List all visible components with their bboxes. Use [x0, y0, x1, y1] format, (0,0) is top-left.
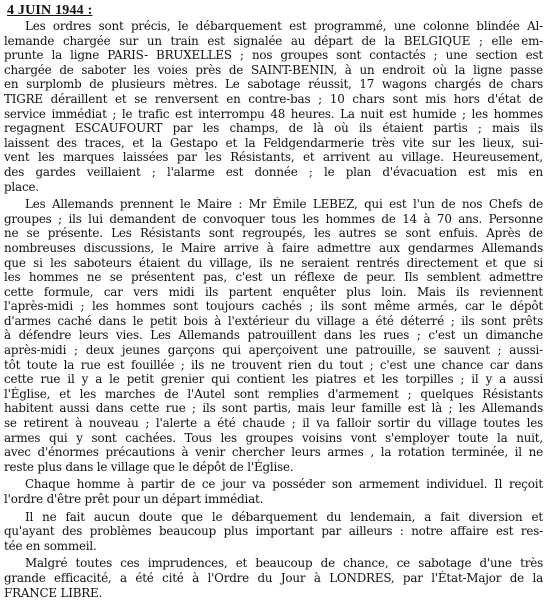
paragraph-maire	[4, 197, 543, 474]
text-line: qu'ayant des problèmes beaucoup plus important par ailleurs : notre affaire est res-	[4, 524, 543, 539]
text-line: grande efficacité, a été cité à l'Ordre du Jour à LONDRES, par l'État-Major de la	[4, 570, 543, 585]
text-line: nombreuses discussions, le Maire arrive à faire admettre aux gendarmes Allemands	[4, 240, 543, 255]
text-line: Les ordres sont précis, le débarquement est programmé, une colonne blindée Al-	[25, 19, 543, 33]
text-line: laissent des traces, et la Gestapo et la Feldgendarmerie très vite sur les lieux, sui-	[4, 135, 543, 150]
text-line: Les Allemands prennent le Maire : Mr Émile LEBEZ, qui est l'un de nos Chefs de	[25, 197, 543, 212]
paragraph-debarquement	[4, 510, 543, 554]
date-heading: 4 JUIN 1944 :	[7, 3, 93, 18]
text-line: Il ne fait aucun doute que le débarquement du lendemain, a fait diversion et	[25, 509, 543, 524]
text-line: avec d'énormes précautions à venir chercher leurs armes , la rotation terminée, il ne	[4, 445, 543, 460]
text-line: l'Église, et les marches de l'Autel sont remplies d'armement ; quelques Résistants	[4, 386, 543, 401]
text-line: ne se présente. Les Résistants sont regroupés, les autres se sont enfuis. Après de	[4, 226, 543, 241]
text-line: des gardes veillaient ; l'alarme est donnée ; le plan d'évacuation est mis en	[4, 164, 543, 179]
text-line: tôt toute la rue est fouillée ; ils ne trouvent rien du tout ; c'est une chance car dans	[4, 357, 543, 372]
paragraph-citation	[4, 556, 543, 600]
text-line: d'armes caché dans le petit bois à l'extérieur du village a été déterré ; ils sont prêts	[4, 313, 543, 328]
text-line: chargée de saboter les voies près de SAINT-BENIN, à un endroit où la ligne passe	[4, 62, 543, 77]
text-line: après-midi ; deux jeunes garçons qui aperçoivent une patrouille, se sauvent ; aussi-	[4, 343, 543, 358]
text-line: les hommes ne se présentent pas, c'est un réflexe de peur. Ils semblent admettre	[4, 270, 543, 285]
text-line: prunte la ligne PARIS- BRUXELLES ; nos groupes sont contactés ; une section est	[4, 48, 543, 63]
text-line: groupes ; ils lui demandent de convoquer tous les hommes de 14 à 70 ans. Personne	[4, 211, 543, 226]
text-line: armes qui y sont cachées. Tous les groupes voisins vont s'employer toute la nuit,	[4, 430, 543, 445]
text-line: vent les marques laissées par les Résistants, et arrivent au village. Heureusement,	[4, 150, 543, 165]
text-line: l'après-midi ; les hommes sont toujours cachés ; ils sont même armés, car le dépôt	[4, 299, 543, 314]
text-line: service immédiat ; le trafic est interrompu 48 heures. La nuit est humide ; les hommes	[4, 106, 543, 121]
paragraph-armement	[4, 477, 543, 506]
text-line: se retirent à nouveau ; l'alerte a été chaude ; il va falloir sortir du village toutes les	[4, 416, 543, 431]
text-line: habitent aussi dans cette rue ; ils sont partis, mais leur famille est là ; les Allemands	[4, 401, 543, 416]
text-line: que si les saboteurs étaient du village, ils ne seraient rentrés directement et que si	[4, 255, 543, 270]
text-line: cette formule, car vers midi ils partent enquêter plus loin. Mais ils reviennent	[4, 284, 543, 299]
paragraph-sabotage	[4, 19, 543, 194]
text-line: lemande chargée sur un train est signalée au départ de la BELGIQUE ; elle em-	[4, 33, 543, 48]
text-line: cette rue il y a le petit grenier qui contient les piatres et les torpilles ; il y a aussi	[4, 372, 543, 387]
text-line: en surplomb de plusieurs mètres. Le sabotage réussit, 17 wagons chargés de chars	[4, 77, 543, 92]
text-line: regagnent ESCAUFOURT par les champs, de là où ils étaient partis ; mais ils	[4, 121, 543, 136]
text-line: TIGRE déraillent et se renversent en contre-bas ; 10 chars sont mis hors d'état de	[4, 91, 543, 106]
text-line: place.	[4, 179, 39, 194]
text-line: tée en sommeil.	[4, 538, 97, 553]
text-line: l'ordre d'être prêt pour un départ immédiat.	[4, 492, 264, 506]
text-line: Malgré toutes ces imprudences, et beaucoup de chance, ce sabotage d'une très	[25, 556, 543, 571]
text-line: FRANCE LIBRE.	[4, 585, 103, 600]
text-line: à défendre leurs vies. Les Allemands patrouillent dans les rues ; c'est un dimanche	[4, 328, 543, 343]
text-line: reste plus dans le village que le dépôt de l'Église.	[4, 459, 294, 474]
text-line: Chaque homme à partir de ce jour va posséder son armement individuel. Il reçoit	[25, 477, 543, 492]
